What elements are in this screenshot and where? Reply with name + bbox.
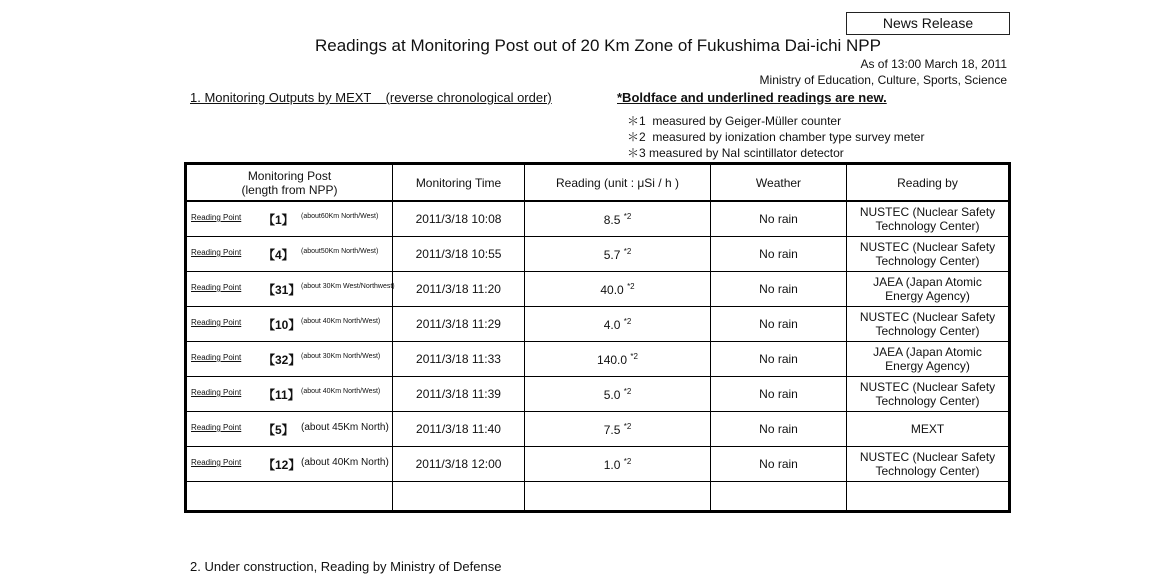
reading-cell: [525, 201, 711, 237]
reading-value: 8.5: [603, 212, 621, 227]
reading-point-link[interactable]: Reading Point: [191, 318, 242, 327]
distance-label: (about 40Km North/West): [301, 388, 381, 395]
reading-value: 40.0: [600, 282, 624, 297]
weather-cell: No rain: [711, 412, 847, 447]
header-post-line1: Monitoring Post: [247, 168, 332, 183]
new-readings-note: *Boldface and underlined readings are new.: [617, 90, 887, 105]
table-row: [186, 412, 1010, 447]
note-ionization: ＊2 measured by ionization chamber type survey meter: [627, 130, 925, 144]
header-reading-by: Reading by: [847, 164, 1010, 202]
table-row: [186, 377, 1010, 412]
note-nai: ＊3 measured by NaI scintillator detector: [627, 146, 844, 160]
weather-cell: No rain: [711, 201, 847, 237]
measurement-mark: *2: [630, 351, 638, 361]
reading-by-line1: NUSTEC (Nuclear Safety: [859, 450, 996, 464]
reading-point-number: 【5】: [263, 423, 294, 437]
measurement-mark: *2: [623, 316, 632, 326]
weather-cell: No rain: [711, 342, 847, 377]
table-row: [186, 342, 1010, 377]
monitoring-post-cell: [186, 412, 393, 447]
reading-by-cell: [847, 412, 1010, 447]
reading-by-line2: Energy Agency): [885, 359, 970, 373]
reading-by-line2: Technology Center): [875, 464, 980, 478]
empty-cell: [393, 482, 525, 512]
reading-point-link[interactable]: Reading Point: [191, 283, 242, 292]
reading-cell: [525, 237, 711, 272]
reading-point-link[interactable]: Reading Point: [191, 423, 242, 432]
note-geiger: ＊1 measured by Geiger-Müller counter: [627, 114, 842, 128]
reading-value: 4.0: [603, 317, 621, 332]
reading-value: 1.0: [603, 457, 621, 472]
reading-by-cell: [847, 377, 1010, 412]
monitoring-post-cell: [186, 272, 393, 307]
reading-by-line2: Energy Agency): [885, 289, 970, 303]
monitoring-time-cell: 2011/3/18 11:20: [393, 272, 525, 307]
distance-label: (about 30Km North/West): [301, 353, 381, 360]
section2-heading: 2. Under construction, Reading by Ministry of Defense: [190, 559, 502, 574]
page-title: Readings at Monitoring Post out of 20 Km Zone of Fukushima Dai-ichi NPP: [315, 36, 881, 55]
reading-by-cell: [847, 447, 1010, 482]
reading-point-number: 【1】: [263, 213, 294, 227]
distance-label: (about 45Km North): [301, 422, 389, 433]
distance-label: (about 40Km North/West): [301, 318, 381, 325]
reading-by-line1: NUSTEC (Nuclear Safety: [859, 205, 996, 219]
as-of-date: As of 13:00 March 18, 2011: [860, 57, 1007, 71]
weather-cell: No rain: [711, 272, 847, 307]
measurement-mark: *2: [623, 456, 632, 466]
empty-cell: [525, 482, 711, 512]
table-row-empty: [186, 482, 1010, 512]
reading-by-line1: NUSTEC (Nuclear Safety: [859, 240, 996, 254]
reading-by-line1: NUSTEC (Nuclear Safety: [859, 310, 996, 324]
reading-point-number: 【4】: [263, 248, 294, 262]
monitoring-time-cell: 2011/3/18 11:40: [393, 412, 525, 447]
reading-value: 5.0: [603, 387, 621, 402]
monitoring-time-cell: 2011/3/18 12:00: [393, 447, 525, 482]
reading-point-link[interactable]: Reading Point: [191, 388, 242, 397]
reading-point-number: 【11】: [263, 388, 300, 402]
reading-by-cell: [847, 237, 1010, 272]
header-weather: Weather: [711, 164, 847, 202]
reading-point-link[interactable]: Reading Point: [191, 353, 242, 362]
monitoring-time-cell: 2011/3/18 11:29: [393, 307, 525, 342]
monitoring-time-cell: 2011/3/18 11:39: [393, 377, 525, 412]
monitoring-time-cell: 2011/3/18 10:08: [393, 201, 525, 237]
monitoring-post-cell: [186, 377, 393, 412]
reading-value: 140.0: [597, 352, 628, 367]
distance-label: (about 30Km West/Northwest): [301, 283, 395, 290]
header-post-line2: (length from NPP): [241, 182, 338, 197]
news-release-box: News Release: [846, 12, 1010, 35]
monitoring-post-cell: [186, 201, 393, 237]
monitoring-time-cell: 2011/3/18 10:55: [393, 237, 525, 272]
monitoring-post-cell: [186, 447, 393, 482]
reading-by-line2: Technology Center): [875, 394, 980, 408]
empty-cell: [711, 482, 847, 512]
measurement-mark: *2: [627, 281, 635, 291]
section1-heading: 1. Monitoring Outputs by MEXT (reverse chronological order): [190, 90, 552, 105]
table-row: [186, 447, 1010, 482]
reading-cell: [525, 412, 711, 447]
empty-cell: [847, 482, 1010, 512]
reading-value: 7.5: [603, 422, 621, 437]
reading-by-line1: JAEA (Japan Atomic: [873, 345, 982, 359]
reading-point-link[interactable]: Reading Point: [191, 458, 242, 467]
reading-by-cell: [847, 342, 1010, 377]
table-header-row: [186, 164, 1010, 202]
distance-label: (about 40Km North): [301, 457, 389, 468]
table-row: [186, 201, 1010, 237]
reading-point-link[interactable]: Reading Point: [191, 248, 242, 257]
empty-cell: [186, 482, 393, 512]
header-monitoring-time: Monitoring Time: [393, 164, 525, 202]
distance-label: (about60Km North/West): [301, 213, 379, 220]
reading-point-number: 【31】: [263, 283, 301, 297]
reading-by-line2: Technology Center): [875, 324, 980, 338]
reading-by-line1: JAEA (Japan Atomic: [873, 275, 982, 289]
reading-by-cell: [847, 307, 1010, 342]
table-row: [186, 237, 1010, 272]
measurement-mark: *2: [623, 211, 632, 221]
reading-by-line1: NUSTEC (Nuclear Safety: [859, 380, 996, 394]
reading-by-cell: [847, 201, 1010, 237]
reading-value: 5.7: [603, 247, 621, 262]
reading-by-line2: Technology Center): [875, 219, 980, 233]
header-monitoring-post: [186, 164, 393, 202]
reading-cell: [525, 307, 711, 342]
weather-cell: No rain: [711, 377, 847, 412]
header-reading: Reading (unit : μSi / h ): [525, 164, 711, 202]
measurement-mark: *2: [623, 246, 632, 256]
measurement-notes: [627, 113, 924, 161]
reading-by-line1: MEXT: [910, 422, 945, 436]
reading-cell: [525, 447, 711, 482]
weather-cell: No rain: [711, 447, 847, 482]
monitoring-post-cell: [186, 237, 393, 272]
table-row: [186, 272, 1010, 307]
reading-by-line2: Technology Center): [875, 254, 980, 268]
monitoring-post-cell: [186, 307, 393, 342]
reading-cell: [525, 377, 711, 412]
measurement-mark: *2: [623, 421, 632, 431]
reading-by-cell: [847, 272, 1010, 307]
measurement-mark: *2: [623, 386, 632, 396]
reading-point-link[interactable]: Reading Point: [191, 213, 242, 222]
distance-label: (about50Km North/West): [301, 248, 379, 255]
weather-cell: No rain: [711, 307, 847, 342]
readings-table: [184, 162, 1011, 513]
reading-point-number: 【32】: [263, 353, 301, 367]
reading-cell: [525, 272, 711, 307]
reading-point-number: 【10】: [263, 318, 301, 332]
reading-point-number: 【12】: [263, 458, 301, 472]
reading-cell: [525, 342, 711, 377]
weather-cell: No rain: [711, 237, 847, 272]
monitoring-post-cell: [186, 342, 393, 377]
monitoring-time-cell: 2011/3/18 11:33: [393, 342, 525, 377]
ministry-name: Ministry of Education, Culture, Sports, Science: [759, 73, 1007, 87]
table-row: [186, 307, 1010, 342]
